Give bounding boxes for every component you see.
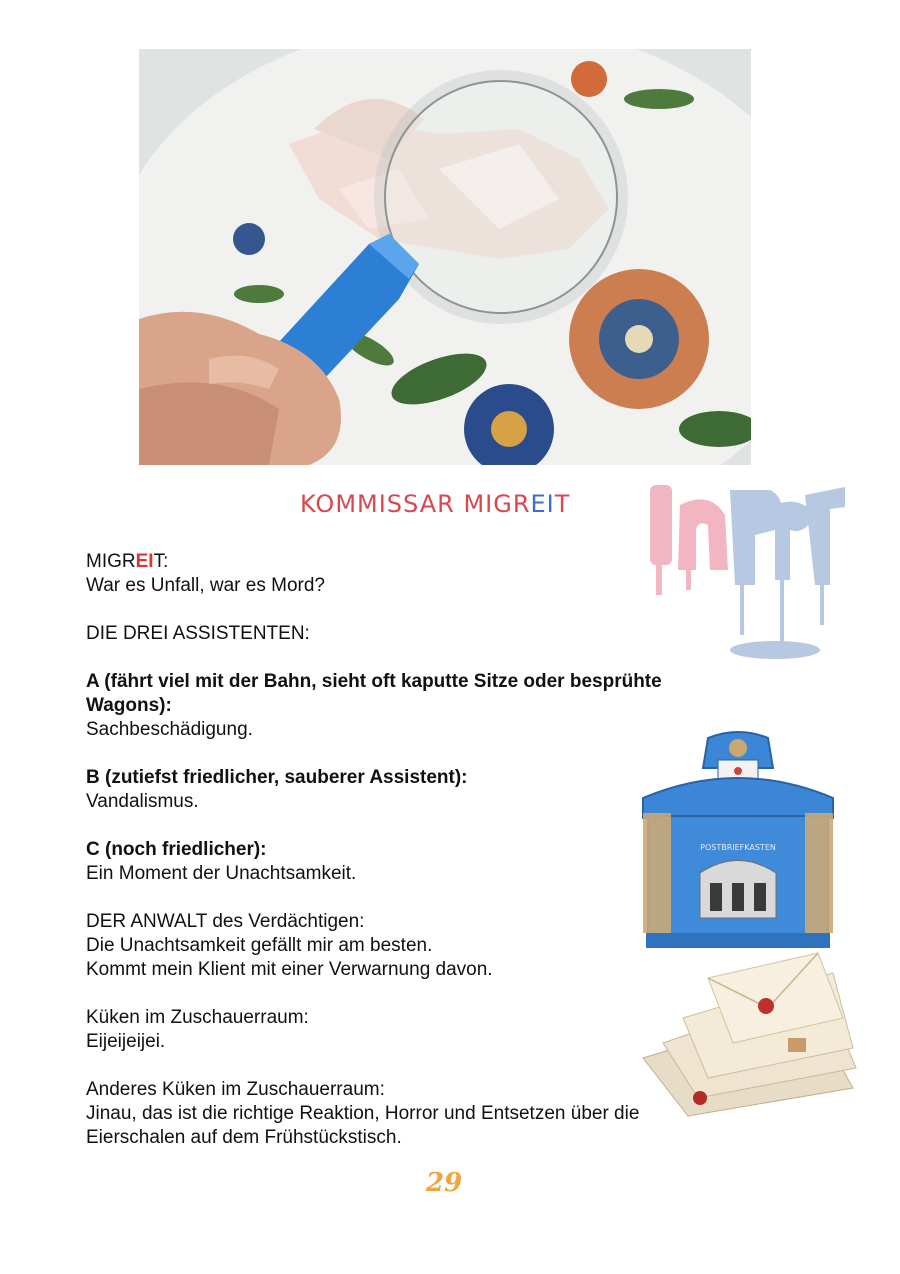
assistant-b-label: B (zutiefst friedlicher, sauberer Assistent):: [86, 767, 468, 788]
assistant-a-label: A (fährt viel mit der Bahn, sieht oft kaputte Sitze oder besprühte Wagons):: [86, 671, 662, 716]
chick-2-text: Jinau, das ist die richtige Reaktion, Horror und Entsetzen über die Eierschalen auf dem Frühstückstisch.: [86, 1103, 640, 1148]
migreit-speaker: [86, 550, 736, 574]
page-number: 29: [426, 1168, 463, 1198]
assistants-heading: DIE DREI ASSISTENTEN:: [86, 623, 310, 644]
speaker-post: T:: [153, 551, 169, 572]
migreit-block: [86, 550, 736, 598]
lawyer-line-2: Kommt mein Klient mit einer Verwarnung davon.: [86, 959, 493, 980]
title-part-2: EI: [530, 490, 555, 518]
chick-2-label: Anderes Küken im Zuschauerraum:: [86, 1079, 385, 1100]
lawyer-line-1: Die Unachtsamkeit gefällt mir am besten.: [86, 935, 433, 956]
title-part-1: KOMMISSAR MIGR: [300, 490, 531, 518]
assistant-a-text: Sachbeschädigung.: [86, 719, 253, 740]
chick-1-label: Küken im Zuschauerraum:: [86, 1007, 309, 1028]
mailbox-inscription: POSTBRIEFKASTEN: [700, 843, 776, 852]
speaker-pre: MIGR: [86, 551, 136, 572]
migreit-line: War es Unfall, war es Mord?: [86, 575, 325, 596]
photo-magnifier-eggshells: [139, 49, 751, 465]
mailbox-image: [638, 728, 838, 958]
page-title: [300, 490, 570, 518]
lawyer-label: DER ANWALT des Verdächtigen:: [86, 911, 365, 932]
title-part-3: T: [554, 490, 571, 518]
assistant-b-text: Vandalismus.: [86, 791, 199, 812]
assistant-c-text: Ein Moment der Unachtsamkeit.: [86, 863, 357, 884]
speaker-red: EI: [135, 551, 154, 572]
letters-image: [638, 948, 860, 1118]
chick-1-text: Eijeijeijei.: [86, 1031, 166, 1052]
assistant-c-label: C (noch friedlicher):: [86, 839, 267, 860]
